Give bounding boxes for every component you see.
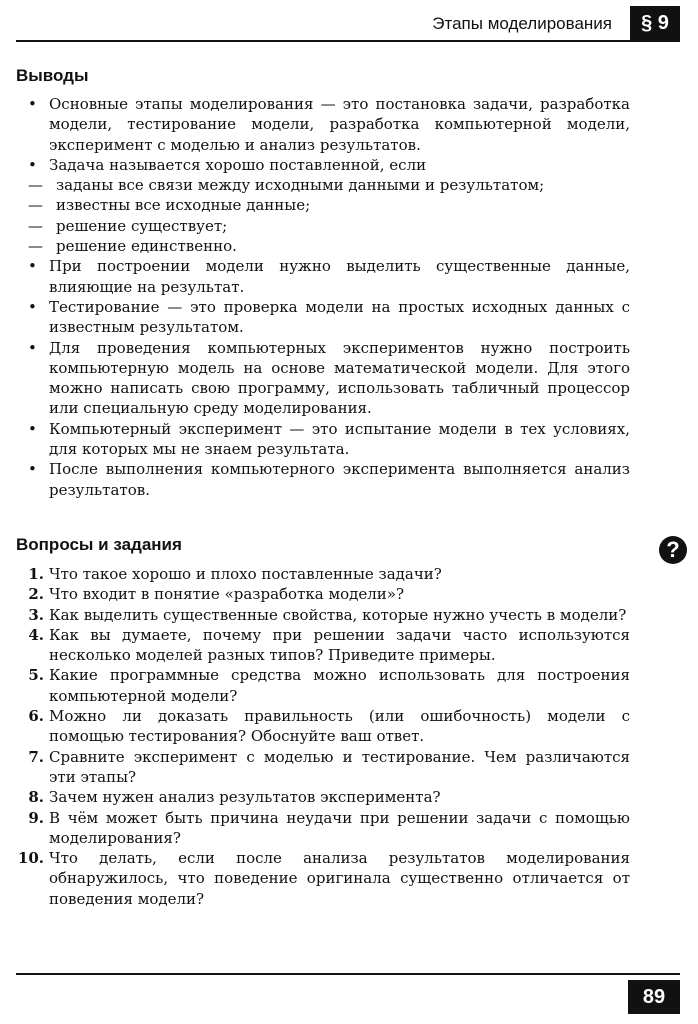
- questions-list: [17, 564, 630, 909]
- list-item: — решение существует;: [28, 216, 228, 235]
- running-header: Этапы моделирования: [432, 14, 612, 33]
- question-number: 9.: [28, 808, 44, 827]
- dash-icon: —: [28, 216, 43, 235]
- list-item: 4. Как вы думаете, почему при решении задачи часто используются несколько моделей разных типов? Приведите примеры.: [8, 625, 630, 666]
- list-item: 6. Можно ли доказать правильность (или ошибочность) модели с помощью тестирования? Обоснуйте ваш ответ.: [8, 706, 630, 747]
- list-item: 1. Что такое хорошо и плохо поставленные задачи?: [8, 564, 630, 584]
- list-item: 3. Как выделить существенные свойства, которые нужно учесть в модели?: [8, 605, 630, 625]
- bullet-icon: •: [28, 338, 37, 357]
- bullet-icon: •: [28, 95, 37, 113]
- list-item: 7. Сравните эксперимент с моделью и тестирование. Чем различаются эти этапы?: [8, 747, 630, 788]
- list-item: 8. Зачем нужен анализ результатов эксперимента?: [8, 787, 630, 807]
- list-item: • Основные этапы моделирования — это постановка задачи, разработка модели, тестирование модели, разработка компьютерной модели, эксперимент с моделью и анализ результатов.: [28, 95, 630, 154]
- question-number: 5.: [28, 666, 44, 685]
- header-rule: [16, 40, 680, 42]
- list-item: 2. Что входит в понятие «разработка модели»?: [8, 584, 630, 604]
- question-number: 1.: [28, 565, 44, 583]
- page-number: 89: [628, 980, 680, 1014]
- list-item: • Для проведения компьютерных экспериментов нужно построить компьютерную модель на основе математической модели. Для этого можно написать свою программу, использовать табличный процессор или специальную среду моделирования.: [28, 338, 630, 418]
- section-badge: § 9: [630, 6, 680, 40]
- list-item: 10. Что делать, если после анализа результатов моделирования обнаружилось, что поведение оригинала существенно отличается от поведения модели?: [8, 848, 630, 909]
- list-item: • Задача называется хорошо поставленной, если: [28, 155, 427, 174]
- question-number: 8.: [28, 788, 44, 807]
- footer-rule: [16, 973, 680, 975]
- bullet-icon: •: [28, 460, 37, 479]
- dash-icon: —: [28, 176, 43, 195]
- list-item: • Тестирование — это проверка модели на простых исходных данных с известным результатом.: [28, 297, 630, 337]
- dash-icon: —: [28, 237, 43, 256]
- conclusions-heading: Выводы: [16, 66, 89, 85]
- list-item: • Компьютерный эксперимент — это испытание модели в тех условиях, для которых мы не знаем результата.: [28, 419, 630, 459]
- bullet-icon: •: [28, 155, 37, 174]
- questions-heading: Вопросы и задания: [16, 535, 182, 554]
- bullet-icon: •: [28, 419, 37, 438]
- question-number: 4.: [28, 625, 44, 644]
- question-number: 2.: [28, 585, 44, 604]
- list-item: 5. Какие программные средства можно использовать для построения компьютерной модели?: [8, 665, 630, 706]
- bullet-icon: •: [28, 297, 37, 316]
- list-item: • При построении модели нужно выделить существенные данные, влияющие на результат.: [28, 257, 630, 296]
- question-number: 3.: [28, 605, 44, 624]
- list-item: — известны все исходные данные;: [28, 196, 311, 215]
- bullet-icon: •: [28, 257, 37, 276]
- question-number: 6.: [28, 707, 44, 726]
- list-item: — решение единственно.: [28, 237, 237, 256]
- question-icon: ?: [659, 536, 687, 564]
- question-number: 10.: [17, 849, 44, 868]
- dash-icon: —: [28, 196, 43, 215]
- question-number: 7.: [28, 747, 44, 766]
- list-item: — заданы все связи между исходными данными и результатом;: [28, 176, 545, 195]
- conclusions-list: [28, 94, 630, 500]
- list-item: • После выполнения компьютерного эксперимента выполняется анализ результатов.: [28, 460, 630, 499]
- list-item: 9. В чём может быть причина неудачи при решении задачи с помощью моделирования?: [8, 808, 630, 849]
